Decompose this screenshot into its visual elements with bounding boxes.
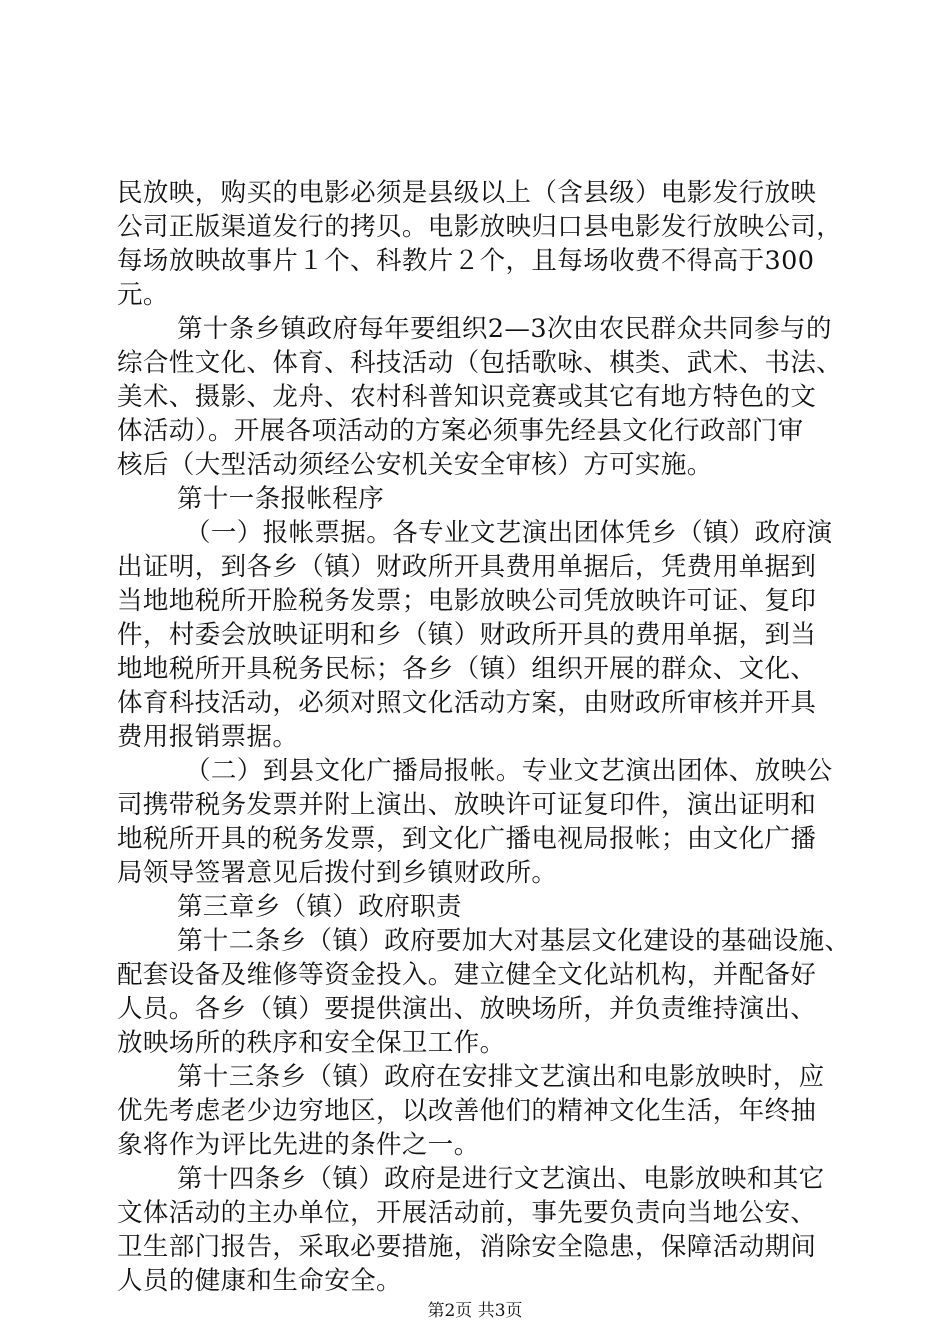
body-line: 出证明，到各乡（镇）财政所开具费用单据后，凭费用单据到 [117, 552, 817, 582]
body-line: 地税所开具的税务发票，到文化广播电视局报帐；由文化广播 [117, 824, 817, 854]
body-line: 局领导签署意见后拨付到乡镇财政所。 [117, 858, 558, 888]
body-line: 配套设备及维修等资金投入。建立健全文化站机构，并配备好 [117, 960, 817, 990]
article-12-start: 第十二条乡（镇）政府要加大对基层文化建设的基础设施、 [177, 926, 851, 956]
body-line: 核后（大型活动须经公安机关安全审核）方可实施。 [117, 450, 713, 480]
body-line: 象将作为评比先进的条件之一。 [117, 1130, 480, 1160]
article-11-heading: 第十一条报帐程序 [177, 484, 385, 514]
body-line: 综合性文化、体育、科技活动（包括歌咏、棋类、武术、书法、 [117, 348, 843, 378]
page-number-footer: 第2页 共3页 [427, 1301, 523, 1321]
body-line: 公司正版渠道发行的拷贝。电影放映归口县电影发行放映公司， [117, 212, 843, 242]
body-line: 优先考虑老少边穷地区，以改善他们的精神文化生活，年终抽 [117, 1096, 817, 1126]
body-line: 美术、摄影、龙舟、农村科普知识竞赛或其它有地方特色的文 [117, 382, 817, 412]
clause-2-start: （二）到县文化广播局报帐。专业文艺演出团体、放映公 [185, 756, 833, 786]
body-line: 体育科技活动，必须对照文化活动方案，由财政所审核并开具 [117, 688, 817, 718]
body-line: 每场放映故事片１个、科教片２个，且每场收费不得高于300 [117, 246, 815, 276]
article-10-start: 第十条乡镇政府每年要组织2—3次由农民群众共同参与的 [177, 314, 832, 344]
body-line: 费用报销票据。 [117, 722, 299, 752]
body-line: 司携带税务发票并附上演出、放映许可证复印件，演出证明和 [117, 790, 817, 820]
chapter-3-heading: 第三章乡（镇）政府职责 [177, 892, 462, 922]
body-line: 人员。各乡（镇）要提供演出、放映场所，并负责维持演出、 [117, 994, 817, 1024]
body-line: 人员的健康和生命安全。 [117, 1266, 402, 1296]
body-line: 地地税所开具税务民标；各乡（镇）组织开展的群众、文化、 [117, 654, 817, 684]
body-line: 放映场所的秩序和安全保卫工作。 [117, 1028, 506, 1058]
article-14-start: 第十四条乡（镇）政府是进行文艺演出、电影放映和其它 [177, 1164, 825, 1194]
body-line: 元。 [117, 280, 169, 310]
body-line: 卫生部门报告，采取必要措施，消除安全隐患，保障活动期间 [117, 1232, 817, 1262]
body-line: 当地地税所开脸税务发票；电影放映公司凭放映许可证、复印 [117, 586, 817, 616]
body-line: 民放映，购买的电影必须是县级以上（含县级）电影发行放映 [117, 178, 817, 208]
body-line: 体活动）。开展各项活动的方案必须事先经县文化行政部门审 [117, 416, 804, 446]
body-line: 文体活动的主办单位，开展活动前，事先要负责向当地公安、 [117, 1198, 817, 1228]
body-line: 件，村委会放映证明和乡（镇）财政所开具的费用单据，到当 [117, 620, 817, 650]
article-13-start: 第十三条乡（镇）政府在安排文艺演出和电影放映时，应 [177, 1062, 825, 1092]
clause-1-start: （一）报帐票据。各专业文艺演出团体凭乡（镇）政府演 [185, 518, 833, 548]
